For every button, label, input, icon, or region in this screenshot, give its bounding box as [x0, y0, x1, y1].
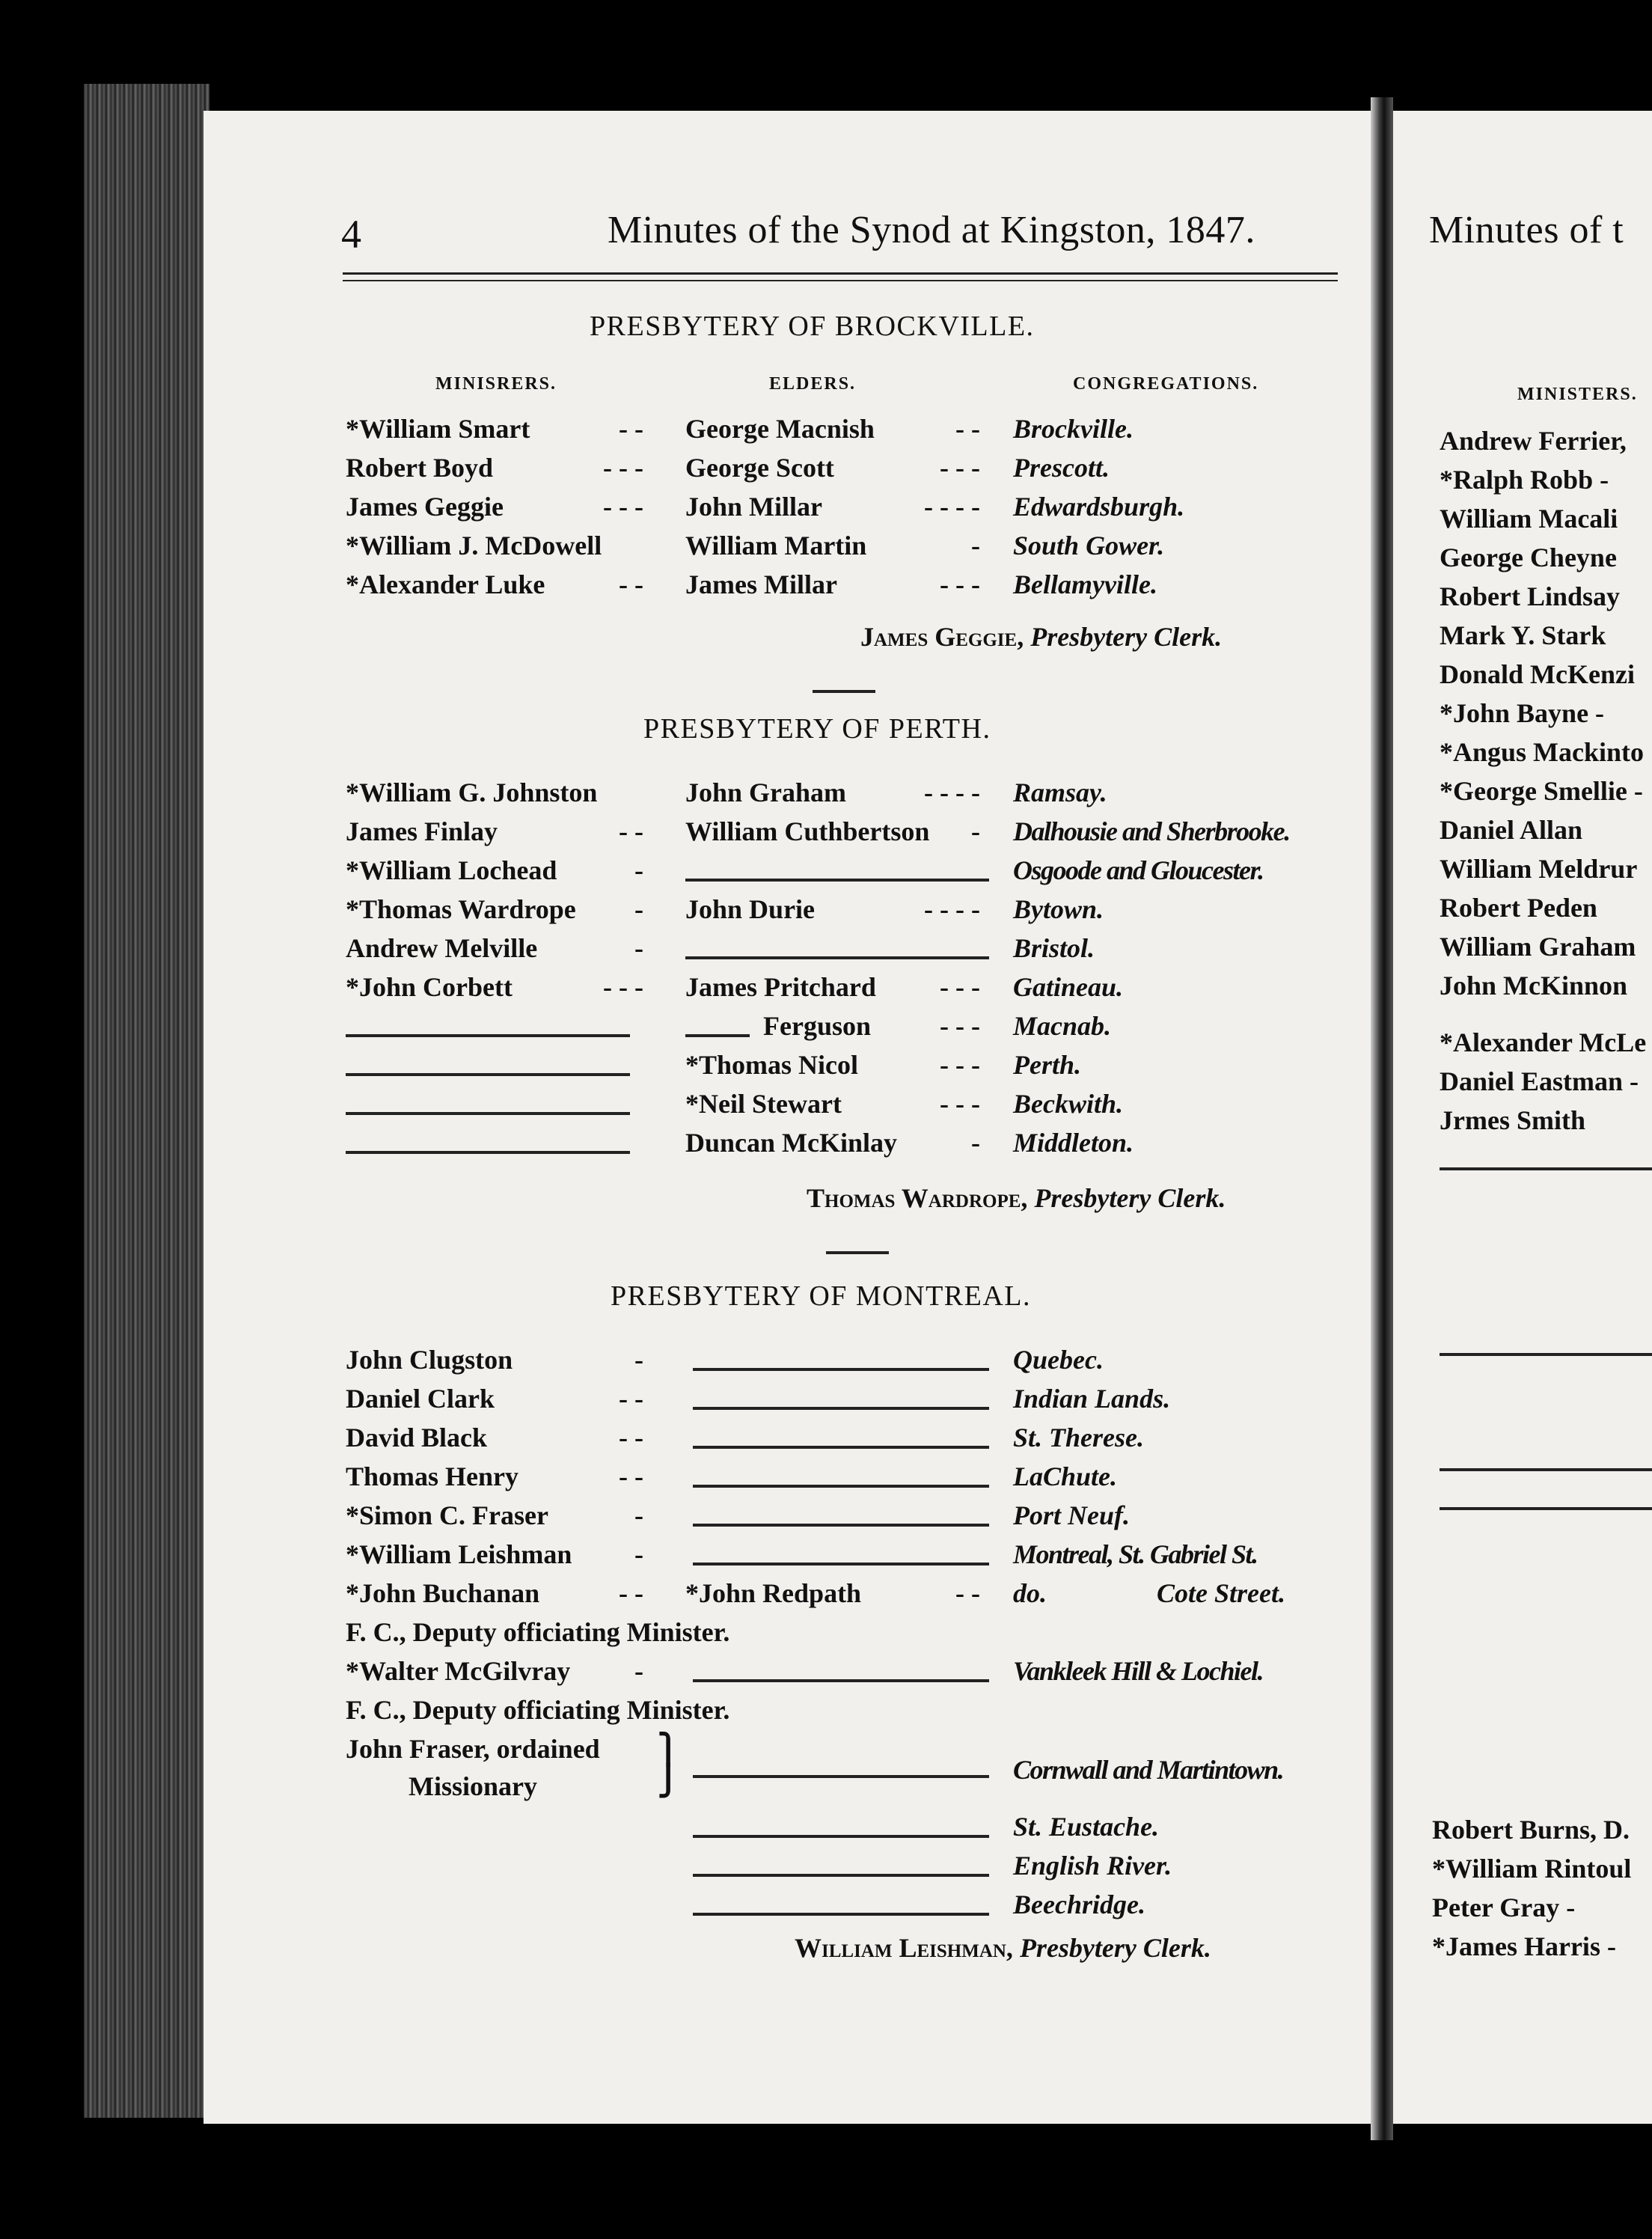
perth-clerk: [807, 1182, 1226, 1214]
right-minister-name: *John Bayne -: [1440, 698, 1605, 728]
congregation-name: Ramsay.: [1013, 778, 1107, 807]
book-gutter: [1371, 97, 1393, 2140]
congregation-name: St. Therese.: [1013, 1423, 1144, 1453]
minister-name: F. C., Deputy officiating Minister.: [346, 1617, 730, 1647]
blank-rule: [346, 1151, 630, 1154]
elder-dash: - - -: [940, 1089, 980, 1119]
minister-name: *Alexander Luke: [346, 569, 545, 599]
congregation-name: Bristol.: [1013, 933, 1095, 963]
minister-name: John Clugston: [346, 1345, 513, 1375]
minister-name: *John Buchanan: [346, 1578, 540, 1608]
elder-dash: - -: [955, 1578, 980, 1608]
congregation-name: Port Neuf.: [1013, 1500, 1130, 1530]
blank-rule: [1440, 1507, 1652, 1510]
congregation-name: LaChute.: [1013, 1461, 1118, 1491]
congregation-name: Macnab.: [1013, 1011, 1112, 1041]
minister-name: *William Smart: [346, 414, 530, 444]
congregation-name: Gatineau.: [1013, 972, 1124, 1002]
elder-dash: -: [971, 816, 980, 846]
blank-rule: [346, 1073, 630, 1076]
section-separator: [813, 690, 875, 693]
minister-name: John Fraser, ordained: [346, 1734, 600, 1764]
minister-dash: - -: [619, 1461, 643, 1491]
right-minister-name: Donald McKenzi: [1440, 659, 1635, 689]
minister-dash: -: [634, 933, 643, 963]
elder-name: William Martin: [685, 531, 867, 560]
congregation-name: Montreal, St. Gabriel St.: [1013, 1539, 1258, 1569]
congregation-name: South Gower.: [1013, 531, 1165, 560]
elder-dash: - - -: [940, 453, 980, 483]
minister-name: *William Lochead: [346, 855, 557, 885]
minister-dash: - -: [619, 1423, 643, 1453]
minister-dash: - -: [619, 569, 643, 599]
blank-rule: [693, 1368, 989, 1371]
right-ministers-header: MINISTERS.: [1517, 385, 1638, 404]
congregation-name: Middleton.: [1013, 1128, 1134, 1158]
congregation-name: Quebec.: [1013, 1345, 1104, 1375]
elder-name: John Durie: [685, 894, 816, 924]
elder-dash: - - - -: [924, 492, 980, 522]
right-minister-name: Mark Y. Stark: [1440, 620, 1606, 650]
right-minister-name: Robert Lindsay: [1440, 581, 1621, 611]
congregation-name: do.: [1013, 1578, 1047, 1608]
clerk-title: Presbytery Clerk.: [1030, 622, 1223, 652]
elder-dash: - - -: [940, 1011, 980, 1041]
congregation-name: Perth.: [1013, 1050, 1082, 1080]
elder-name: James Pritchard: [685, 972, 876, 1002]
clerk-title: Presbytery Clerk.: [1034, 1183, 1226, 1213]
elder-dash: - - -: [940, 972, 980, 1002]
blank-rule: [693, 1407, 989, 1410]
congregation-name: Bellamyville.: [1013, 569, 1157, 599]
minister-name: *Simon C. Fraser: [346, 1500, 548, 1530]
congregation-name: English River.: [1013, 1851, 1172, 1881]
blank-rule: [346, 1034, 630, 1037]
minister-name: Thomas Henry: [346, 1461, 519, 1491]
minister-dash: -: [634, 894, 643, 924]
elder-dash: - -: [955, 414, 980, 444]
next-page-head: Minutes of t: [1429, 209, 1624, 251]
congregation-name: Beechridge.: [1013, 1890, 1145, 1919]
minister-name: *Thomas Wardrope: [346, 894, 576, 924]
minister-name: Daniel Clark: [346, 1384, 495, 1414]
blank-rule: [685, 1034, 750, 1037]
minister-dash: -: [634, 855, 643, 885]
minister-dash: - - -: [603, 972, 643, 1002]
minister-dash: - -: [619, 816, 643, 846]
elder-name: Ferguson: [763, 1011, 871, 1041]
congregation-name-2: Cote Street.: [1157, 1578, 1285, 1608]
blank-rule: [693, 1775, 989, 1778]
congregation-name: Dalhousie and Sherbrooke.: [1013, 816, 1290, 846]
minister-name: *William G. Johnston: [346, 778, 598, 807]
blank-rule: [1440, 1167, 1652, 1170]
right-minister-name: *William Rintoul: [1432, 1854, 1632, 1884]
right-minister-name: George Cheyne: [1440, 543, 1617, 572]
blank-rule: [346, 1112, 630, 1115]
elder-dash: - - - -: [924, 778, 980, 807]
brace-glyph: ⎫: [657, 1732, 679, 1766]
running-head: Minutes of the Synod at Kingston, 1847.: [608, 209, 1255, 251]
congregation-name: Cornwall and Martintown.: [1013, 1755, 1284, 1785]
right-minister-name: Jrmes Smith: [1440, 1105, 1585, 1135]
blank-rule: [693, 1485, 989, 1488]
minister-dash: -: [634, 1539, 643, 1569]
minister-dash: -: [634, 1656, 643, 1686]
elder-name: Duncan McKinlay: [685, 1128, 898, 1158]
congregation-name: Indian Lands.: [1013, 1384, 1171, 1414]
header-rule-2: [343, 280, 1338, 281]
blank-rule: [685, 956, 989, 959]
minister-name: *John Corbett: [346, 972, 513, 1002]
elder-name: *Thomas Nicol: [685, 1050, 859, 1080]
elder-dash: - - -: [940, 569, 980, 599]
right-minister-name: Robert Peden: [1440, 893, 1597, 923]
blank-rule: [693, 1679, 989, 1682]
minister-name: Andrew Melville: [346, 933, 538, 963]
minister-name: James Finlay: [346, 816, 498, 846]
minister-dash: - - -: [603, 453, 643, 483]
minister-dash: - - -: [603, 492, 643, 522]
minister-name: *William J. McDowell: [346, 531, 602, 560]
page-number: 4: [341, 212, 361, 257]
blank-rule: [685, 879, 989, 882]
minister-dash: - -: [619, 1578, 643, 1608]
montreal-clerk: [795, 1932, 1211, 1964]
minister-name: *Walter McGilvray: [346, 1656, 571, 1686]
ministers-header: MINISRERS.: [435, 374, 557, 394]
minister-name: *William Leishman: [346, 1539, 572, 1569]
brockville-title: PRESBYTERY OF BROCKVILLE.: [590, 311, 1035, 342]
elder-name: John Graham: [685, 778, 847, 807]
minister-dash: - -: [619, 1384, 643, 1414]
header-rule: [343, 272, 1338, 275]
right-minister-name: William Graham: [1440, 932, 1636, 962]
minister-name: David Black: [346, 1423, 488, 1453]
blank-rule: [1440, 1468, 1652, 1471]
elder-name: George Scott: [685, 453, 834, 483]
blank-rule: [693, 1874, 989, 1877]
right-minister-name: Robert Burns, D.: [1432, 1815, 1630, 1845]
minister-dash: -: [634, 1345, 643, 1375]
blank-rule: [693, 1835, 989, 1838]
congregation-name: Prescott.: [1013, 453, 1110, 483]
blank-rule: [1440, 1353, 1652, 1356]
blank-rule: [693, 1524, 989, 1527]
clerk-name: James Geggie,: [860, 622, 1024, 652]
section-separator: [826, 1251, 889, 1254]
right-minister-name: Andrew Ferrier,: [1440, 426, 1627, 456]
right-minister-name: Daniel Allan: [1440, 815, 1583, 845]
right-minister-name: Daniel Eastman -: [1440, 1066, 1639, 1096]
right-minister-name: *James Harris -: [1432, 1931, 1616, 1961]
elder-dash: - - -: [940, 1050, 980, 1080]
elder-name: *Neil Stewart: [685, 1089, 842, 1119]
right-minister-name: *Ralph Robb -: [1440, 465, 1609, 495]
elder-name: George Macnish: [685, 414, 875, 444]
congregation-name: Osgoode and Gloucester.: [1013, 855, 1264, 885]
book-edge: [84, 84, 209, 2118]
right-minister-name: Peter Gray -: [1432, 1893, 1576, 1922]
elder-dash: -: [971, 531, 980, 560]
minister-name: James Geggie: [346, 492, 504, 522]
minister-dash: - -: [619, 414, 643, 444]
montreal-title: PRESBYTERY OF MONTREAL.: [611, 1280, 1031, 1312]
clerk-name: William Leishman,: [795, 1933, 1013, 1963]
clerk-name: Thomas Wardrope,: [807, 1183, 1028, 1213]
congregation-name: Beckwith.: [1013, 1089, 1124, 1119]
right-minister-name: *Alexander McLe: [1440, 1027, 1647, 1057]
right-minister-name: *Angus Mackinto: [1440, 737, 1645, 767]
congregation-name: Brockville.: [1013, 414, 1134, 444]
brockville-clerk: [860, 621, 1222, 653]
elder-dash: -: [971, 1128, 980, 1158]
elder-dash: - - - -: [924, 894, 980, 924]
minister-dash: -: [634, 1500, 643, 1530]
elder-name: John Millar: [685, 492, 823, 522]
right-minister-name: William Meldrur: [1440, 854, 1638, 884]
congregation-name: Bytown.: [1013, 894, 1104, 924]
right-minister-name: *George Smellie -: [1440, 776, 1643, 806]
perth-title: PRESBYTERY OF PERTH.: [643, 713, 991, 745]
congregations-header: CONGREGATIONS.: [1073, 374, 1259, 394]
clerk-title: Presbytery Clerk.: [1019, 1933, 1211, 1963]
blank-rule: [693, 1446, 989, 1449]
right-minister-name: William Macali: [1440, 504, 1618, 534]
brace-glyph: ⎭: [657, 1764, 679, 1797]
right-minister-name: John McKinnon: [1440, 971, 1628, 1001]
minister-name-line2: Missionary: [409, 1771, 538, 1801]
elder-name: James Millar: [685, 569, 837, 599]
blank-rule: [693, 1563, 989, 1566]
minister-name: F. C., Deputy officiating Minister.: [346, 1695, 730, 1725]
blank-rule: [693, 1913, 989, 1916]
elder-name: *John Redpath: [685, 1578, 862, 1608]
congregation-name: St. Eustache.: [1013, 1812, 1160, 1842]
congregation-name: Vankleek Hill & Lochiel.: [1013, 1656, 1263, 1686]
congregation-name: Edwardsburgh.: [1013, 492, 1185, 522]
elders-header: ELDERS.: [769, 374, 857, 394]
minister-name: Robert Boyd: [346, 453, 493, 483]
elder-name: William Cuthbertson: [685, 816, 930, 846]
